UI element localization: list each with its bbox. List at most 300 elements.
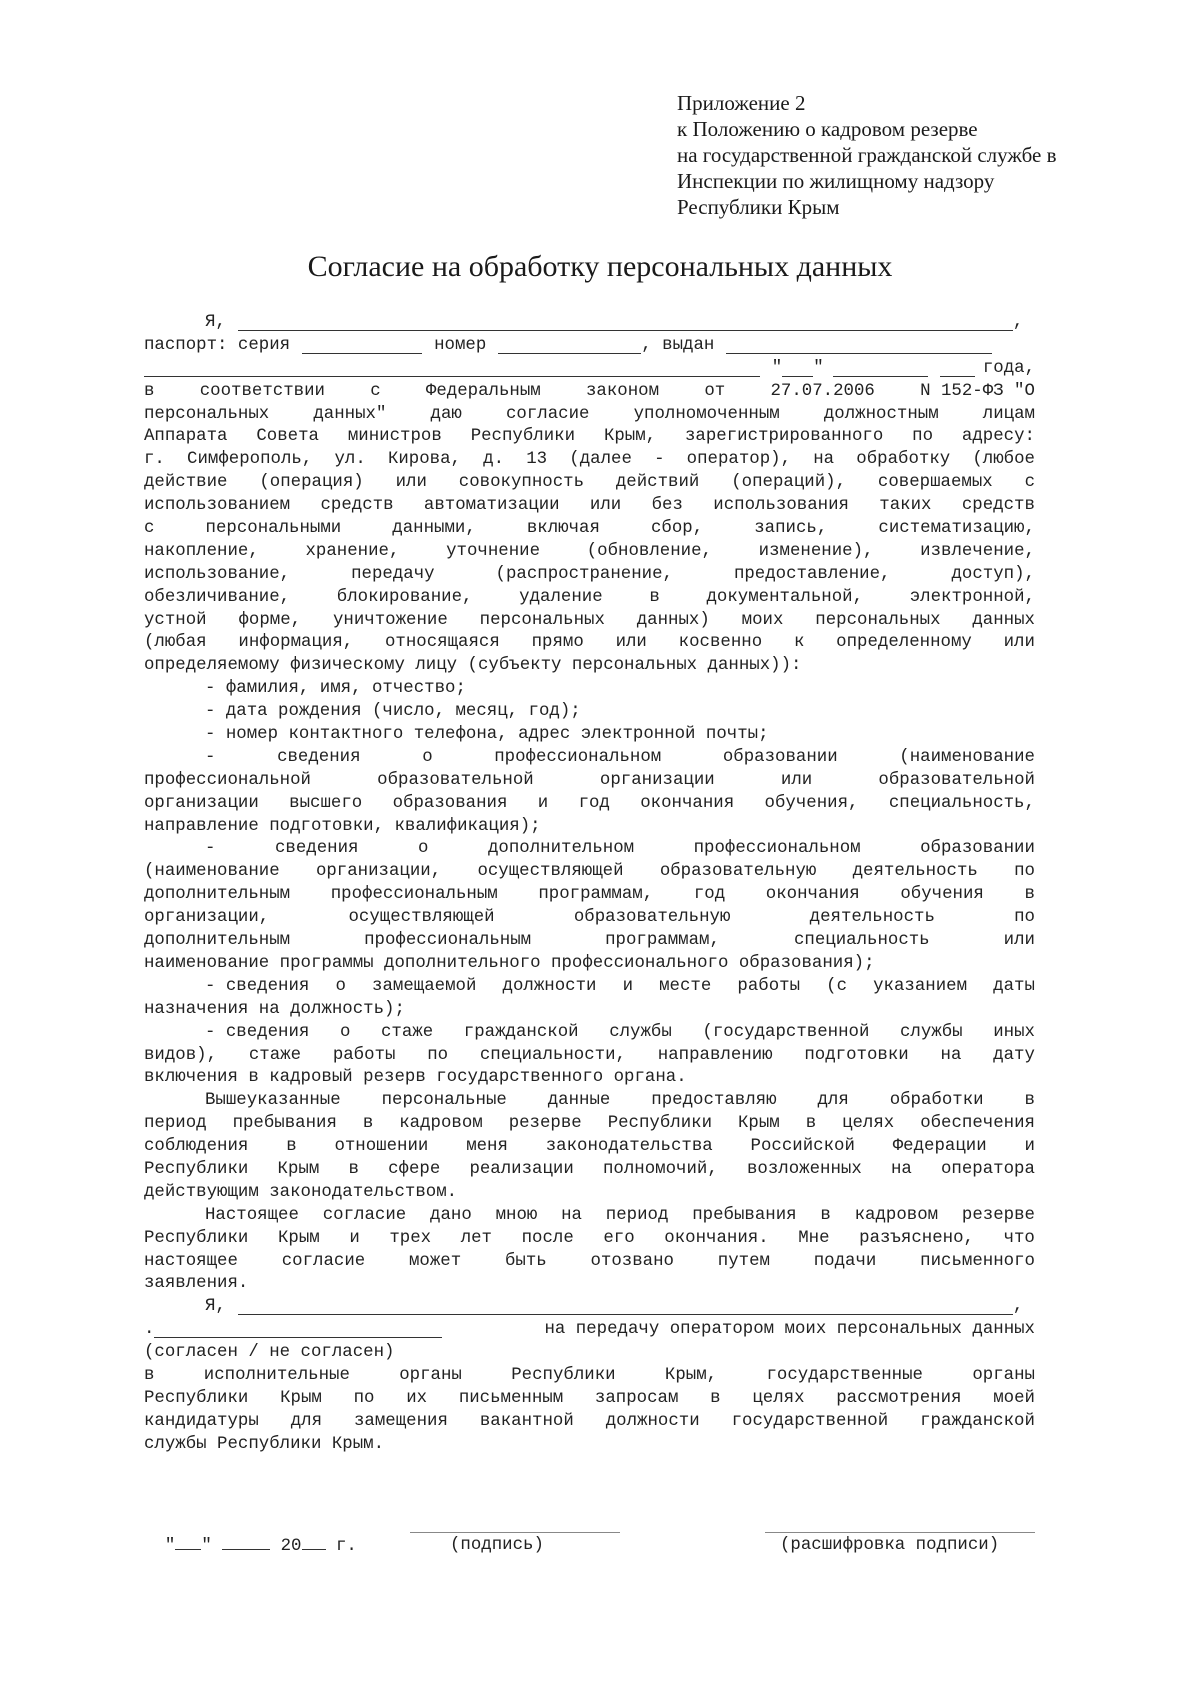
word: на bbox=[813, 450, 835, 470]
word: целях bbox=[752, 1388, 805, 1408]
word: включения в кадровый резерв государственного органа. bbox=[144, 1068, 687, 1088]
word: окончания. bbox=[664, 1228, 769, 1248]
word: исполнительные bbox=[203, 1365, 350, 1385]
word: определенному bbox=[836, 633, 972, 653]
word: или bbox=[780, 770, 813, 790]
text-line bbox=[144, 1090, 1035, 1113]
word: или bbox=[1003, 931, 1035, 951]
word: (наименование bbox=[899, 747, 1035, 767]
word: электронной, bbox=[909, 587, 1035, 607]
word: документальной, bbox=[706, 587, 864, 607]
word: профессиональным bbox=[330, 885, 498, 905]
word: быть bbox=[504, 1251, 547, 1271]
word: по bbox=[427, 1045, 449, 1065]
word: на bbox=[940, 1045, 962, 1065]
word: сведения bbox=[277, 747, 361, 767]
word: устной bbox=[144, 610, 207, 630]
consent-choice-field[interactable] bbox=[154, 1319, 442, 1338]
word: по bbox=[912, 427, 934, 447]
word: гражданской bbox=[920, 1411, 1035, 1431]
list-item: - дата рождения (число, месяц, год); bbox=[205, 702, 581, 722]
word: передачу bbox=[351, 564, 435, 584]
word: гражданской bbox=[463, 1022, 579, 1042]
word: осуществляющей bbox=[477, 862, 624, 882]
issued-label: , выдан bbox=[641, 335, 715, 355]
word: организации, bbox=[315, 862, 442, 882]
text-line bbox=[144, 1113, 1035, 1136]
date-field bbox=[144, 1511, 357, 1558]
word: согласие bbox=[281, 1251, 366, 1271]
word: законодательства bbox=[545, 1137, 713, 1157]
word: косвенно bbox=[678, 633, 763, 653]
word: Республики bbox=[144, 1159, 249, 1179]
word: их bbox=[406, 1388, 428, 1408]
passport-series-field[interactable] bbox=[302, 335, 422, 354]
comma: , bbox=[1012, 313, 1024, 332]
word: сведения bbox=[274, 839, 359, 859]
word: дано bbox=[430, 1205, 472, 1225]
text-line bbox=[144, 381, 1035, 404]
word: Республики bbox=[607, 1114, 713, 1134]
word: по bbox=[1014, 908, 1035, 928]
word: с bbox=[144, 519, 155, 539]
word: - bbox=[205, 839, 216, 859]
word: в bbox=[348, 1159, 359, 1179]
word: стаже bbox=[248, 1045, 302, 1065]
text-line bbox=[144, 1365, 1035, 1388]
issue-day-field[interactable] bbox=[782, 358, 813, 377]
word: в bbox=[710, 1388, 721, 1408]
text-line bbox=[144, 495, 1035, 518]
word: хранение, bbox=[305, 541, 400, 561]
dot: . bbox=[144, 1320, 155, 1340]
word: стаже bbox=[381, 1022, 434, 1042]
word: обработки bbox=[889, 1091, 984, 1111]
ya-label: Я, bbox=[205, 1297, 226, 1317]
text-line bbox=[144, 953, 1035, 976]
word: образовательной bbox=[377, 770, 534, 790]
word: период bbox=[605, 1205, 669, 1225]
text-line bbox=[144, 1388, 1035, 1411]
decryption-line[interactable] bbox=[765, 1532, 1035, 1533]
word: даты bbox=[993, 976, 1035, 996]
text-line bbox=[144, 449, 1035, 472]
word: лет bbox=[460, 1228, 492, 1248]
word: персональных bbox=[815, 610, 941, 630]
word: окончания bbox=[765, 885, 860, 905]
text-line bbox=[144, 907, 1035, 930]
word: дату bbox=[993, 1045, 1035, 1065]
word: - сведения bbox=[205, 1022, 310, 1042]
word: в bbox=[1024, 1091, 1035, 1111]
word: данные bbox=[547, 1091, 611, 1111]
word: настоящее bbox=[144, 1251, 238, 1271]
text-line bbox=[144, 816, 1035, 839]
word: период bbox=[144, 1114, 207, 1134]
word: Крым bbox=[738, 1114, 780, 1134]
purpose-paragraph bbox=[144, 1090, 1035, 1204]
consent-name-line bbox=[144, 1296, 1035, 1319]
word: Республики bbox=[144, 1228, 249, 1248]
word: на bbox=[561, 1205, 582, 1225]
text-line bbox=[144, 1205, 1035, 1228]
signature-line[interactable] bbox=[410, 1532, 620, 1533]
list-item bbox=[144, 747, 1035, 839]
text-line bbox=[144, 838, 1035, 861]
word: или bbox=[589, 496, 622, 516]
list-item: - номер контактного телефона, адрес электронной почты; bbox=[205, 725, 769, 745]
word: специальности, bbox=[479, 1045, 626, 1065]
word: месте bbox=[659, 976, 712, 996]
word: дополнительным bbox=[144, 931, 291, 951]
word: дополнительном bbox=[487, 839, 635, 859]
word: образовании bbox=[722, 747, 838, 767]
text-line: назначения на должность); bbox=[144, 999, 405, 1019]
word: действий bbox=[615, 473, 700, 493]
word: средств bbox=[320, 496, 394, 516]
word: в bbox=[805, 1114, 817, 1134]
word: его bbox=[603, 1228, 635, 1248]
word: год bbox=[578, 793, 610, 813]
word: подготовки bbox=[804, 1045, 909, 1065]
word: специальность bbox=[793, 931, 930, 951]
text-line bbox=[144, 1273, 1035, 1296]
word: работы bbox=[737, 976, 801, 996]
word: изменение), bbox=[758, 541, 874, 561]
consent-paragraph bbox=[144, 381, 1035, 679]
word: организации, bbox=[144, 908, 270, 928]
word: службы bbox=[609, 1022, 672, 1042]
text-line bbox=[144, 564, 1035, 587]
word: обучения bbox=[900, 885, 984, 905]
appendix-line: Республики Крым bbox=[677, 195, 840, 219]
passport-number-field[interactable] bbox=[498, 335, 641, 354]
sign-year-field[interactable] bbox=[302, 1533, 326, 1550]
word: для bbox=[290, 1411, 323, 1431]
passport-line bbox=[144, 335, 1035, 358]
issue-month-field[interactable] bbox=[833, 358, 928, 377]
word: соответствии bbox=[199, 381, 325, 401]
word: без bbox=[651, 496, 683, 516]
text-line bbox=[144, 472, 1035, 495]
word: с bbox=[370, 381, 381, 401]
word: образования bbox=[392, 793, 508, 813]
word: предоставление, bbox=[733, 564, 891, 584]
appendix-line: на государственной гражданской службе в bbox=[677, 143, 1057, 167]
word: о bbox=[335, 976, 346, 996]
word: прямо bbox=[531, 633, 584, 653]
text-line bbox=[144, 610, 1035, 633]
word: извлечение, bbox=[920, 541, 1035, 561]
word: - bbox=[205, 747, 216, 767]
text-line bbox=[144, 1045, 1035, 1068]
text-line bbox=[144, 426, 1035, 449]
text-line bbox=[144, 1022, 1035, 1045]
word: Симферополь, bbox=[187, 450, 313, 470]
text-line bbox=[144, 930, 1035, 953]
word: в bbox=[144, 381, 155, 401]
text-line bbox=[144, 655, 1035, 678]
word: трех bbox=[389, 1228, 432, 1248]
word: Аппарата bbox=[144, 427, 228, 447]
text-line bbox=[144, 861, 1035, 884]
appendix-line: Инспекции по жилищному надзору bbox=[677, 169, 995, 193]
word: информация, bbox=[238, 633, 354, 653]
word: программам, bbox=[538, 885, 654, 905]
full-name-field[interactable] bbox=[238, 312, 1013, 331]
name-line bbox=[144, 312, 1035, 335]
word: образовательную bbox=[659, 862, 817, 882]
word: согласие bbox=[322, 1205, 407, 1225]
text-line bbox=[144, 1411, 1035, 1434]
quote-open: " bbox=[771, 358, 783, 378]
word: включая bbox=[526, 519, 600, 539]
word: Федеральным bbox=[425, 381, 541, 401]
word: работы bbox=[332, 1045, 396, 1065]
word: организации bbox=[599, 770, 715, 790]
word: (наименование bbox=[144, 862, 280, 882]
word: наименование программы дополнительного профессионального образования); bbox=[144, 953, 875, 973]
quote-close: " bbox=[201, 1537, 212, 1556]
word: обучения, bbox=[764, 793, 859, 813]
word: данных) bbox=[636, 610, 710, 630]
word: отозвано bbox=[590, 1251, 674, 1271]
issue-year-field[interactable] bbox=[940, 358, 975, 377]
issued-by-field-2[interactable] bbox=[144, 358, 760, 377]
year-suffix: г. bbox=[335, 1537, 357, 1556]
word: меня bbox=[466, 1137, 508, 1157]
word: 13 bbox=[526, 450, 548, 470]
text-line bbox=[144, 747, 1035, 770]
word: направление подготовки, квалификация); bbox=[144, 816, 541, 836]
decryption-label: (расшифровка подписи) bbox=[780, 1536, 1000, 1555]
word: Вышеуказанные bbox=[205, 1091, 341, 1111]
word: запись, bbox=[754, 519, 828, 539]
word: образовании bbox=[920, 839, 1035, 859]
word: министров bbox=[347, 427, 442, 447]
word: указанием bbox=[873, 976, 968, 996]
quote-close: " bbox=[813, 358, 824, 378]
transfer-paragraph bbox=[144, 1365, 1035, 1457]
word: Крым bbox=[277, 1228, 320, 1248]
word: и bbox=[537, 793, 549, 813]
word: профессиональной bbox=[144, 770, 311, 790]
word: в bbox=[649, 587, 660, 607]
word: по bbox=[1014, 862, 1035, 882]
validity-paragraph bbox=[144, 1205, 1035, 1297]
word: целях bbox=[842, 1114, 895, 1134]
word: зарегистрированного bbox=[685, 427, 884, 447]
word: возложенных bbox=[746, 1159, 862, 1179]
word: Крым bbox=[280, 1388, 322, 1408]
text-line bbox=[144, 793, 1035, 816]
word: обработку bbox=[856, 450, 951, 470]
word: службы bbox=[899, 1022, 963, 1042]
word: д. bbox=[483, 450, 505, 470]
word: Республики bbox=[144, 1388, 249, 1408]
word: - bbox=[654, 450, 665, 470]
word: путем bbox=[717, 1251, 770, 1271]
word: вакантной bbox=[479, 1411, 574, 1431]
text-line bbox=[144, 541, 1035, 564]
text-line bbox=[144, 518, 1035, 541]
word: органы bbox=[399, 1365, 462, 1385]
word: рассмотрения bbox=[836, 1388, 962, 1408]
word: моих bbox=[741, 610, 784, 630]
word: (операция) bbox=[259, 473, 364, 493]
text-line bbox=[144, 770, 1035, 793]
word: оператора bbox=[941, 1159, 1035, 1179]
word: Кирова, bbox=[387, 450, 461, 470]
word: персональных bbox=[144, 404, 270, 424]
quote-open: " bbox=[164, 1537, 176, 1556]
text-line bbox=[144, 1136, 1035, 1159]
word: для bbox=[817, 1091, 849, 1111]
text-line bbox=[144, 1067, 1035, 1090]
document-title: Согласие на обработку персональных данных bbox=[307, 250, 893, 283]
comma: , bbox=[1012, 1297, 1024, 1317]
word: обеспечения bbox=[920, 1114, 1035, 1134]
word: данных bbox=[972, 610, 1035, 630]
word: Республики bbox=[511, 1365, 616, 1385]
word: по bbox=[353, 1388, 375, 1408]
word: к bbox=[793, 633, 805, 653]
word: относящаяся bbox=[385, 633, 500, 653]
word: совокупность bbox=[458, 473, 584, 493]
passport-number-label: номер bbox=[434, 335, 487, 355]
word: использованием bbox=[144, 496, 291, 516]
text-line bbox=[144, 1251, 1035, 1274]
word: и bbox=[349, 1228, 360, 1248]
word: программам, bbox=[605, 931, 720, 951]
word: моей bbox=[993, 1388, 1035, 1408]
ya-label: Я, bbox=[205, 313, 226, 332]
word: Крым, bbox=[664, 1365, 718, 1385]
text-line bbox=[144, 1434, 1035, 1457]
word: Крым bbox=[277, 1159, 320, 1179]
word: персональными bbox=[205, 519, 342, 539]
word: уточнение bbox=[446, 541, 541, 561]
text-line bbox=[144, 884, 1035, 907]
word: после bbox=[521, 1228, 574, 1248]
list-item bbox=[144, 976, 1035, 1022]
document-body bbox=[144, 312, 1035, 1457]
word: или bbox=[615, 633, 647, 653]
word: (любая bbox=[144, 633, 207, 653]
word: форме, bbox=[238, 610, 302, 630]
word: видов), bbox=[144, 1045, 218, 1065]
word: в bbox=[1024, 885, 1035, 905]
word: лицам bbox=[982, 404, 1035, 424]
text-line bbox=[144, 1182, 1035, 1205]
consent-hint: (согласен / не согласен) bbox=[144, 1343, 395, 1363]
issued-by-field[interactable] bbox=[726, 335, 992, 354]
word: использования bbox=[713, 496, 849, 516]
word: обезличивание, bbox=[144, 587, 291, 607]
goda-label: года, bbox=[982, 358, 1036, 378]
word: согласие bbox=[505, 404, 590, 424]
word: законом bbox=[585, 381, 660, 401]
word: действие bbox=[144, 473, 228, 493]
word: образовательную bbox=[573, 908, 731, 928]
word: кадровом bbox=[854, 1205, 939, 1225]
word: (далее bbox=[569, 450, 632, 470]
word: (с bbox=[826, 976, 848, 996]
consent-name-field[interactable] bbox=[238, 1296, 1013, 1315]
word: деятельность bbox=[852, 862, 978, 882]
word: кадровом bbox=[399, 1114, 483, 1134]
word: (государственной bbox=[702, 1022, 870, 1042]
word: Российской bbox=[750, 1137, 855, 1157]
word: накопление, bbox=[144, 541, 259, 561]
passport-series-label: паспорт: серия bbox=[144, 335, 291, 355]
word: Крым, bbox=[603, 427, 657, 447]
word: замещения bbox=[354, 1411, 448, 1431]
word: в bbox=[362, 1114, 374, 1134]
word: год bbox=[693, 885, 726, 905]
word: (любое bbox=[972, 450, 1035, 470]
text-line bbox=[144, 632, 1035, 655]
word: (распространение, bbox=[495, 564, 673, 584]
word: службы Республики Крым. bbox=[144, 1434, 385, 1454]
word: должности bbox=[502, 976, 597, 996]
word: на bbox=[890, 1159, 912, 1179]
word: удаление bbox=[519, 587, 603, 607]
word: в bbox=[144, 1365, 155, 1385]
word: заявления. bbox=[144, 1274, 249, 1294]
word: государственной bbox=[731, 1411, 889, 1431]
word: соблюдения bbox=[144, 1137, 249, 1157]
word: должности bbox=[605, 1411, 700, 1431]
word: должностным bbox=[823, 404, 939, 424]
list-item: - фамилия, имя, отчество; bbox=[205, 679, 466, 699]
sign-month-field[interactable] bbox=[222, 1533, 270, 1550]
word: мною bbox=[495, 1205, 538, 1225]
year-prefix: 20 bbox=[280, 1537, 302, 1556]
issue-date-line bbox=[144, 358, 1035, 381]
word: в bbox=[286, 1137, 297, 1157]
word: действующим законодательством. bbox=[144, 1182, 458, 1202]
word: в bbox=[820, 1205, 831, 1225]
word: специальность, bbox=[888, 793, 1035, 813]
word: о bbox=[339, 1022, 351, 1042]
appendix-line: Приложение 2 bbox=[677, 91, 806, 115]
word: резерве bbox=[508, 1114, 582, 1134]
word: письменным bbox=[458, 1388, 564, 1408]
consent-choice-line bbox=[144, 1319, 1035, 1342]
word: данными, bbox=[392, 519, 476, 539]
list-item bbox=[144, 1022, 1035, 1091]
sign-day-field[interactable] bbox=[175, 1533, 201, 1550]
word: средств bbox=[961, 496, 1035, 516]
word: разъяснено, bbox=[859, 1228, 974, 1248]
word: доступ), bbox=[951, 564, 1035, 584]
word: систематизацию, bbox=[878, 519, 1035, 539]
word: высшего bbox=[289, 793, 363, 813]
word: или bbox=[1003, 633, 1035, 653]
word: органы bbox=[972, 1365, 1035, 1385]
word: запросам bbox=[594, 1388, 679, 1408]
word: г. bbox=[144, 450, 165, 470]
word: Мне bbox=[798, 1228, 830, 1248]
text-line bbox=[144, 1159, 1035, 1182]
word: деятельность bbox=[809, 908, 935, 928]
word: образовательной bbox=[878, 770, 1035, 790]
word: 27.07.2006 bbox=[770, 381, 875, 401]
word: государственные bbox=[766, 1365, 923, 1385]
word: что bbox=[1003, 1228, 1035, 1248]
word: дополнительным bbox=[144, 885, 291, 905]
